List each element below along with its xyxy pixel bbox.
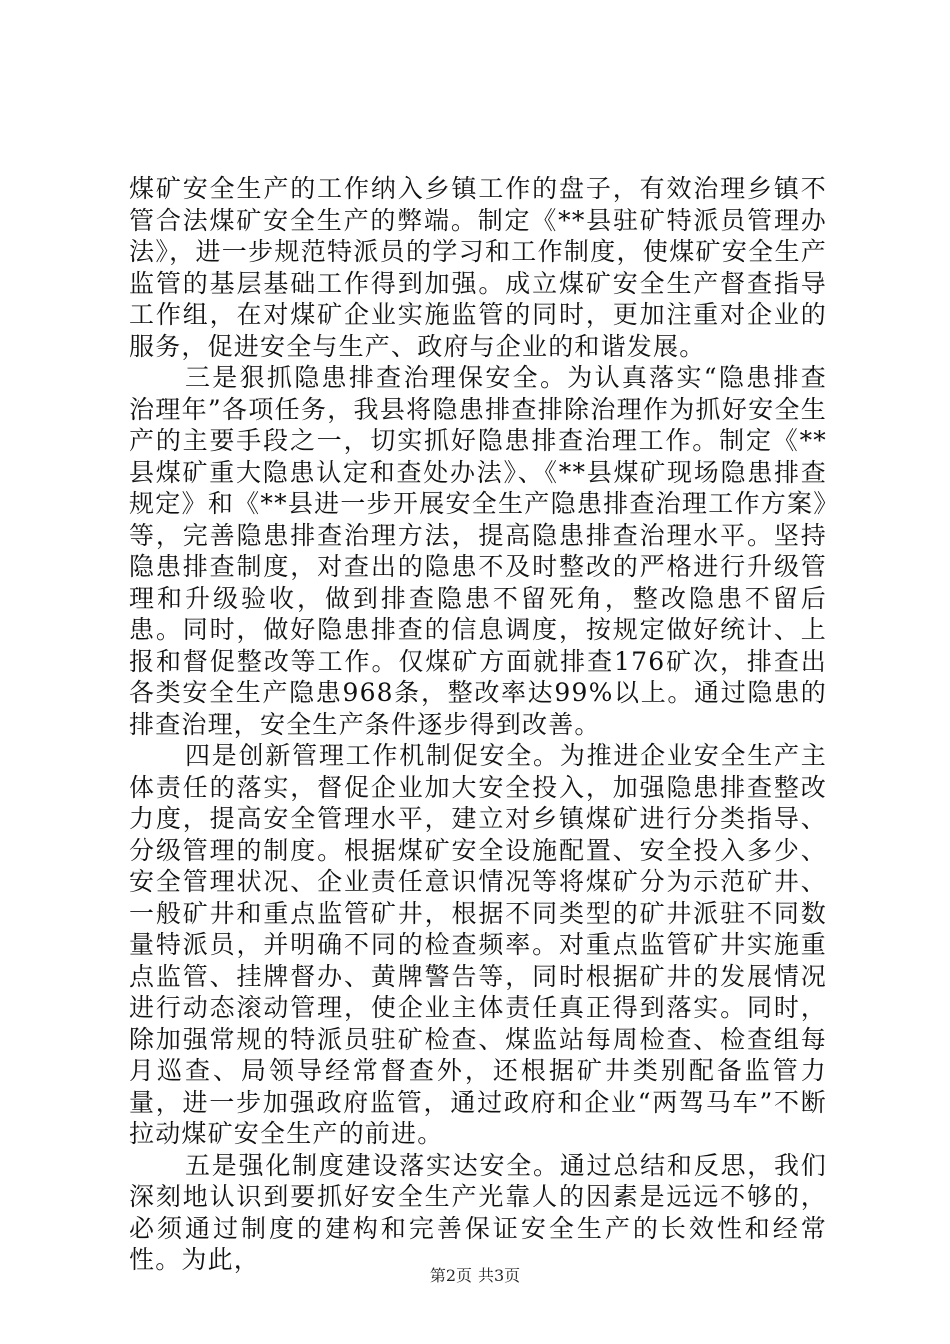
- page-number: 第2页: [429, 1266, 472, 1285]
- paragraph: 煤矿安全生产的工作纳入乡镇工作的盘子，有效治理乡镇不管合法煤矿安全生产的弊端。制定《**县驻矿特派员管理办法》，进一步规范特派员的学习和工作制度，使煤矿安全生产监管的基层基础工作得到加强。成立煤矿安全生产督查指导工作组，在对煤矿企业实施监管的同时，更加注重对企业的服务，促进安全与生产、政府与企业的和谐发展。: [129, 174, 827, 361]
- paragraph: 五是强化制度建设落实达安全。通过总结和反思，我们深刻地认识到要抓好安全生产光靠人的因素是远远不够的，必须通过制度的建构和完善保证安全生产的长效性和经常性。为此，: [129, 1150, 827, 1274]
- page-footer: [0, 1266, 950, 1286]
- page-total: 共3页: [478, 1266, 521, 1285]
- paragraph: 四是创新管理工作机制促安全。为推进企业安全生产主体责任的落实，督促企业加大安全投入，加强隐患排查整改力度，提高安全管理水平，建立对乡镇煤矿进行分类指导、分级管理的制度。根据煤矿安全设施配置、安全投入多少、安全管理状况、企业责任意识情况等将煤矿分为示范矿井、一般矿井和重点监管矿井，根据不同类型的矿井派驻不同数量特派员，并明确不同的检查频率。对重点监管矿井实施重点监管、挂牌督办、黄牌警告等，同时根据矿井的发展情况进行动态滚动管理，使企业主体责任真正得到落实。同时，除加强常规的特派员驻矿检查、煤监站每周检查、检查组每月巡查、局领导经常督查外，还根据矿井类别配备监管力量，进一步加强政府监管，通过政府和企业“两驾马车”不断拉动煤矿安全生产的前进。: [129, 741, 827, 1148]
- paragraph: 三是狠抓隐患排查治理保安全。为认真落实“隐患排查治理年”各项任务，我县将隐患排查排除治理作为抓好安全生产的主要手段之一，切实抓好隐患排查治理工作。制定《**县煤矿重大隐患认定和查处办法》、《**县煤矿现场隐患排查规定》和《**县进一步开展安全生产隐患排查治理工作方案》等，完善隐患排查治理方法，提高隐患排查治理水平。坚持隐患排查制度，对查出的隐患不及时整改的严格进行升级管理和升级验收，做到排查隐患不留死角，整改隐患不留后患。同时，做好隐患排查的信息调度，按规定做好统计、上报和督促整改等工作。仅煤矿方面就排查176矿次，排查出各类安全生产隐患968条，整改率达99%以上。通过隐患的排查治理，安全生产条件逐步得到改善。: [129, 363, 827, 739]
- document-body: [129, 173, 827, 1276]
